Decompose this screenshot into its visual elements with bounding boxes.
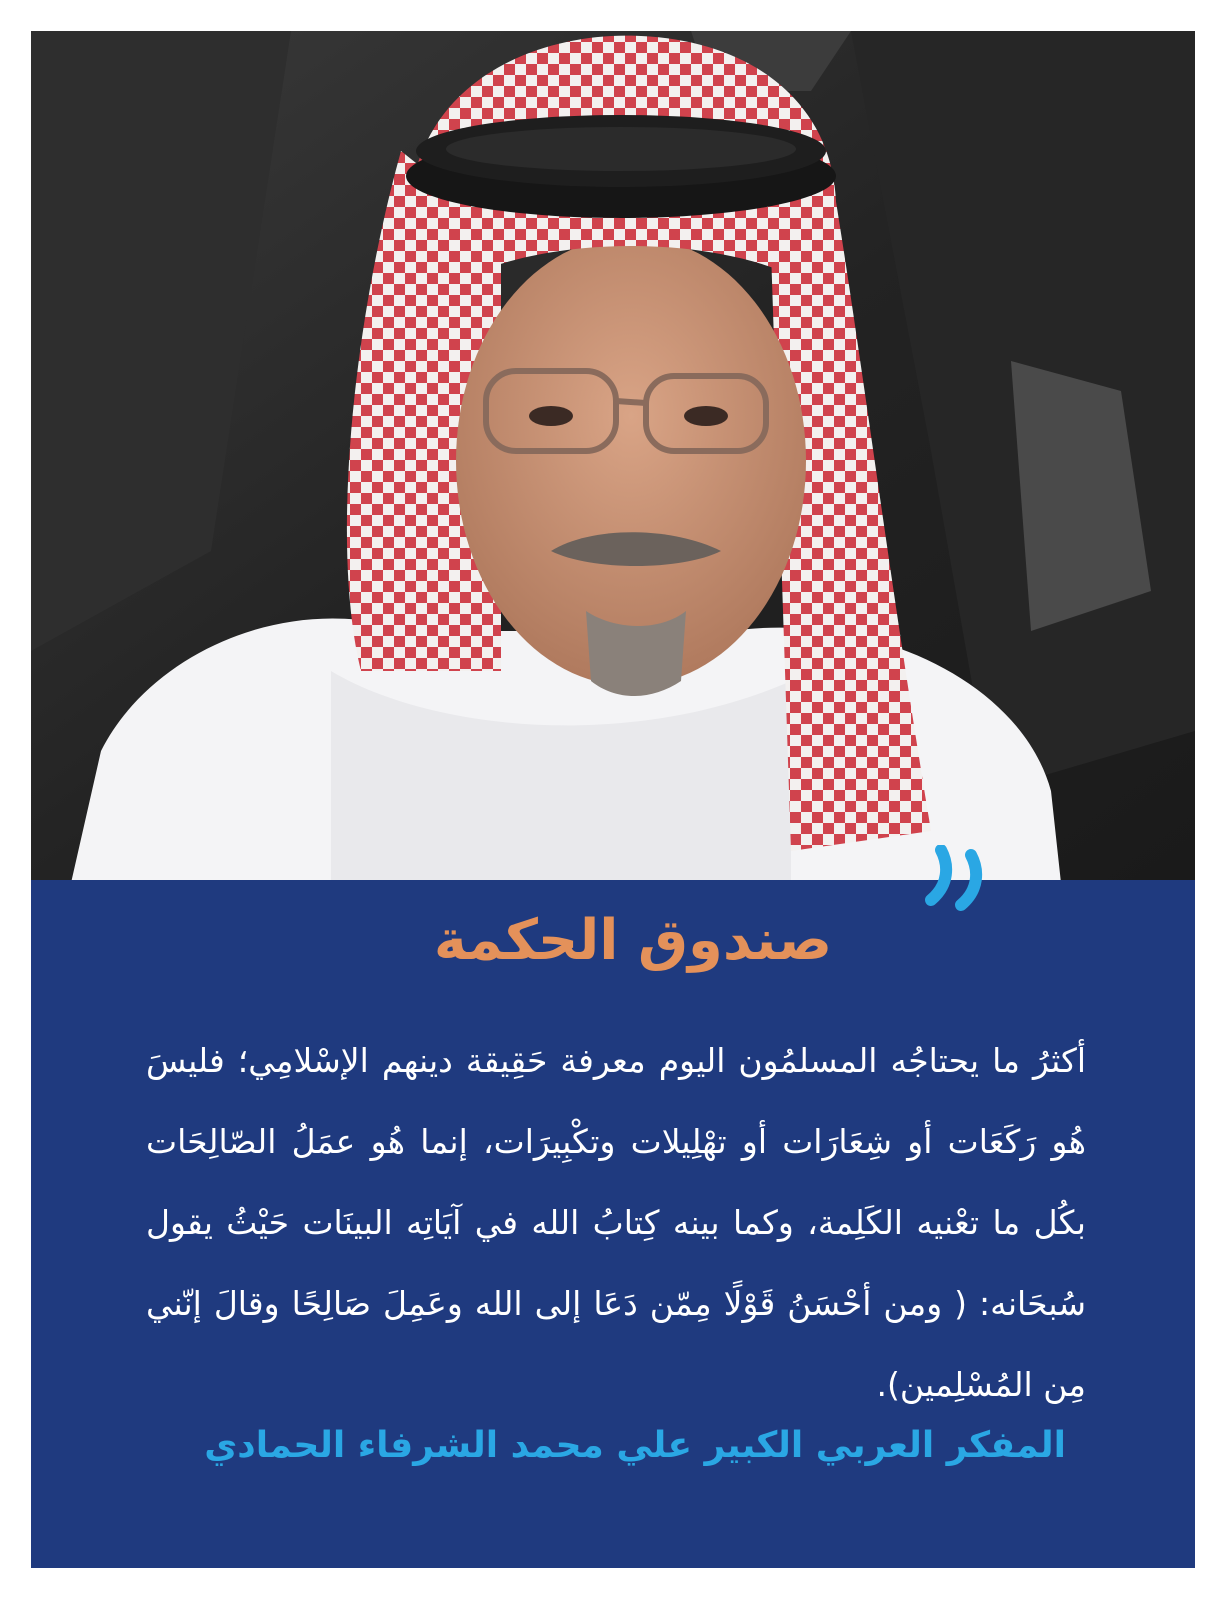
portrait-photo [31, 31, 1195, 883]
quote-card [31, 880, 1195, 1568]
card-title: صندوق الحكمة [433, 908, 833, 973]
author-name: المفكر العربي الكبير علي محمد الشرفاء الحمادي [204, 1425, 1066, 1466]
quote-text: أكثرُ ما يحتاجُه المسلمُون اليوم معرفة حَقِيقة دينهم الإسْلامِي؛ فليسَ هُو رَكَعَات أو شِعَارَات أو تهْلِيلات وتكْبِيرَات، إنما هُو عمَلُ الصّالِحَات بكُل ما تعْنيه الكَلِمة، وكما بينه كِتابُ الله في آيَاتِه البينَات حَيْثُ يقول سُبحَانه: ( ومن أحْسَنُ قَوْلًا مِمّن دَعَا إلى الله وعَمِلَ صَالِحًا وقالَ إنّني مِن المُسْلِمين). [146, 1041, 1086, 1404]
portrait-illustration [31, 31, 1195, 883]
quote-mark-icon [921, 845, 1001, 925]
